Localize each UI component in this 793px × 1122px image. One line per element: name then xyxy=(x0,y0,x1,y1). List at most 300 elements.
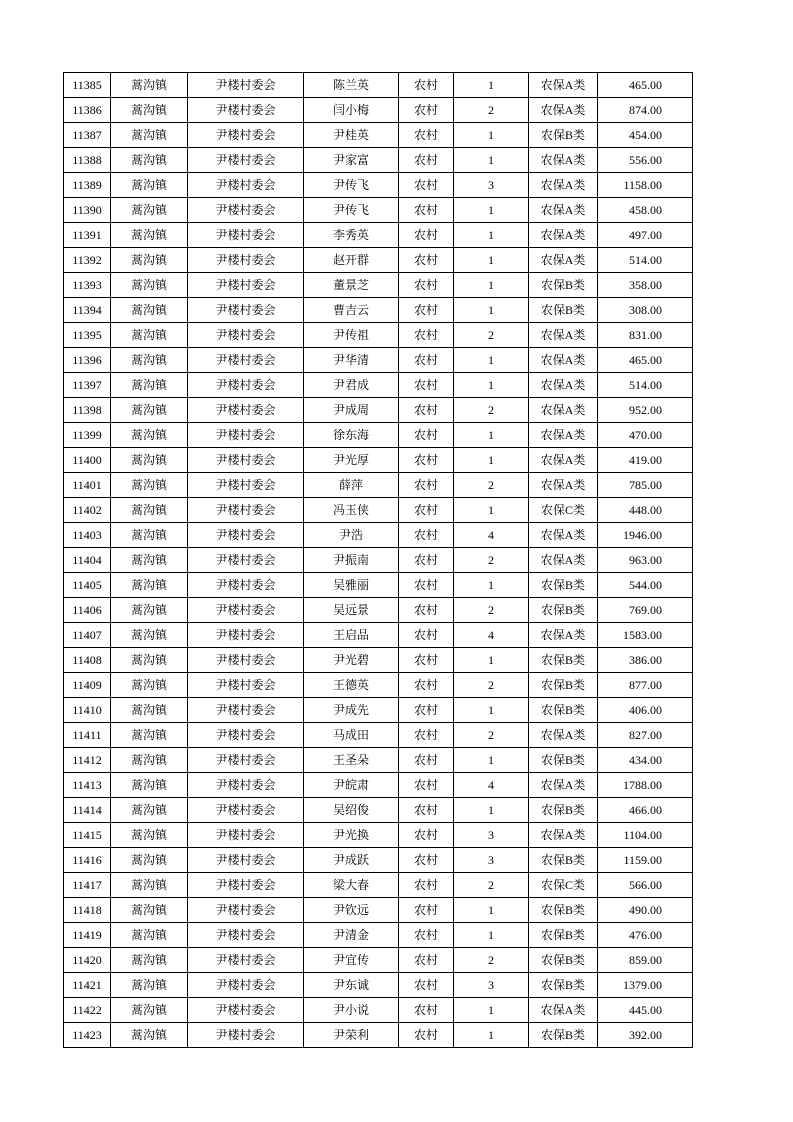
table-cell-category[interactable]: 农村 xyxy=(399,548,454,573)
table-cell-insurance_type[interactable]: 农保B类 xyxy=(529,698,598,723)
table-cell-name[interactable]: 尹小说 xyxy=(304,998,399,1023)
table-cell-name[interactable]: 陈兰英 xyxy=(304,73,399,98)
table-cell-amount[interactable]: 434.00 xyxy=(598,748,693,773)
table-cell-insurance_type[interactable]: 农保B类 xyxy=(529,798,598,823)
table-cell-amount[interactable]: 1583.00 xyxy=(598,623,693,648)
table-cell-village[interactable]: 尹楼村委会 xyxy=(188,473,304,498)
table-cell-town[interactable]: 蒿沟镇 xyxy=(111,498,188,523)
table-cell-insurance_type[interactable]: 农保A类 xyxy=(529,473,598,498)
table-cell-insurance_type[interactable]: 农保A类 xyxy=(529,198,598,223)
table-cell-name[interactable]: 尹传飞 xyxy=(304,173,399,198)
table-cell-category[interactable]: 农村 xyxy=(399,723,454,748)
table-cell-id[interactable]: 11388 xyxy=(64,148,111,173)
table-cell-id[interactable]: 11418 xyxy=(64,898,111,923)
table-cell-town[interactable]: 蒿沟镇 xyxy=(111,123,188,148)
table-cell-insurance_type[interactable]: 农保B类 xyxy=(529,898,598,923)
table-cell-category[interactable]: 农村 xyxy=(399,423,454,448)
table-cell-count[interactable]: 4 xyxy=(454,623,529,648)
table-cell-id[interactable]: 11398 xyxy=(64,398,111,423)
table-cell-name[interactable]: 尹成先 xyxy=(304,698,399,723)
table-cell-town[interactable]: 蒿沟镇 xyxy=(111,223,188,248)
table-cell-village[interactable]: 尹楼村委会 xyxy=(188,1023,304,1048)
table-cell-village[interactable]: 尹楼村委会 xyxy=(188,148,304,173)
table-cell-town[interactable]: 蒿沟镇 xyxy=(111,798,188,823)
table-cell-village[interactable]: 尹楼村委会 xyxy=(188,948,304,973)
table-cell-town[interactable]: 蒿沟镇 xyxy=(111,298,188,323)
table-cell-town[interactable]: 蒿沟镇 xyxy=(111,598,188,623)
table-cell-village[interactable]: 尹楼村委会 xyxy=(188,398,304,423)
table-cell-town[interactable]: 蒿沟镇 xyxy=(111,773,188,798)
table-cell-name[interactable]: 尹宜传 xyxy=(304,948,399,973)
table-cell-insurance_type[interactable]: 农保B类 xyxy=(529,673,598,698)
table-cell-village[interactable]: 尹楼村委会 xyxy=(188,448,304,473)
table-cell-insurance_type[interactable]: 农保A类 xyxy=(529,548,598,573)
table-cell-category[interactable]: 农村 xyxy=(399,998,454,1023)
table-cell-count[interactable]: 1 xyxy=(454,423,529,448)
table-cell-amount[interactable]: 392.00 xyxy=(598,1023,693,1048)
table-cell-count[interactable]: 1 xyxy=(454,898,529,923)
table-cell-name[interactable]: 尹光厚 xyxy=(304,448,399,473)
table-cell-insurance_type[interactable]: 农保A类 xyxy=(529,523,598,548)
table-cell-town[interactable]: 蒿沟镇 xyxy=(111,423,188,448)
table-cell-category[interactable]: 农村 xyxy=(399,398,454,423)
table-cell-insurance_type[interactable]: 农保C类 xyxy=(529,498,598,523)
table-cell-insurance_type[interactable]: 农保A类 xyxy=(529,398,598,423)
table-cell-village[interactable]: 尹楼村委会 xyxy=(188,973,304,998)
table-cell-count[interactable]: 2 xyxy=(454,548,529,573)
table-cell-village[interactable]: 尹楼村委会 xyxy=(188,673,304,698)
table-cell-count[interactable]: 1 xyxy=(454,648,529,673)
table-cell-insurance_type[interactable]: 农保A类 xyxy=(529,773,598,798)
table-cell-name[interactable]: 吴雅丽 xyxy=(304,573,399,598)
table-cell-insurance_type[interactable]: 农保B类 xyxy=(529,923,598,948)
table-cell-town[interactable]: 蒿沟镇 xyxy=(111,698,188,723)
table-cell-town[interactable]: 蒿沟镇 xyxy=(111,673,188,698)
table-cell-amount[interactable]: 874.00 xyxy=(598,98,693,123)
table-cell-count[interactable]: 1 xyxy=(454,273,529,298)
table-cell-amount[interactable]: 1158.00 xyxy=(598,173,693,198)
table-cell-category[interactable]: 农村 xyxy=(399,648,454,673)
table-cell-id[interactable]: 11403 xyxy=(64,523,111,548)
table-cell-name[interactable]: 梁大春 xyxy=(304,873,399,898)
table-cell-village[interactable]: 尹楼村委会 xyxy=(188,73,304,98)
table-cell-count[interactable]: 1 xyxy=(454,923,529,948)
table-cell-id[interactable]: 11391 xyxy=(64,223,111,248)
table-cell-category[interactable]: 农村 xyxy=(399,348,454,373)
table-cell-category[interactable]: 农村 xyxy=(399,148,454,173)
table-cell-name[interactable]: 尹浩 xyxy=(304,523,399,548)
table-cell-name[interactable]: 徐东海 xyxy=(304,423,399,448)
table-cell-amount[interactable]: 445.00 xyxy=(598,998,693,1023)
table-cell-category[interactable]: 农村 xyxy=(399,873,454,898)
table-cell-name[interactable]: 王德英 xyxy=(304,673,399,698)
table-cell-category[interactable]: 农村 xyxy=(399,748,454,773)
table-cell-town[interactable]: 蒿沟镇 xyxy=(111,548,188,573)
table-cell-category[interactable]: 农村 xyxy=(399,298,454,323)
table-cell-category[interactable]: 农村 xyxy=(399,573,454,598)
table-cell-count[interactable]: 1 xyxy=(454,448,529,473)
table-cell-amount[interactable]: 544.00 xyxy=(598,573,693,598)
table-cell-amount[interactable]: 831.00 xyxy=(598,323,693,348)
table-cell-village[interactable]: 尹楼村委会 xyxy=(188,748,304,773)
table-cell-village[interactable]: 尹楼村委会 xyxy=(188,998,304,1023)
table-cell-count[interactable]: 2 xyxy=(454,723,529,748)
table-cell-id[interactable]: 11409 xyxy=(64,673,111,698)
table-cell-town[interactable]: 蒿沟镇 xyxy=(111,398,188,423)
table-cell-insurance_type[interactable]: 农保A类 xyxy=(529,423,598,448)
table-cell-insurance_type[interactable]: 农保B类 xyxy=(529,948,598,973)
table-cell-category[interactable]: 农村 xyxy=(399,923,454,948)
table-cell-town[interactable]: 蒿沟镇 xyxy=(111,98,188,123)
table-cell-count[interactable]: 2 xyxy=(454,873,529,898)
table-cell-category[interactable]: 农村 xyxy=(399,173,454,198)
table-cell-name[interactable]: 尹钦远 xyxy=(304,898,399,923)
table-cell-village[interactable]: 尹楼村委会 xyxy=(188,273,304,298)
table-cell-count[interactable]: 1 xyxy=(454,748,529,773)
table-cell-name[interactable]: 尹东诚 xyxy=(304,973,399,998)
table-cell-town[interactable]: 蒿沟镇 xyxy=(111,873,188,898)
table-cell-town[interactable]: 蒿沟镇 xyxy=(111,1023,188,1048)
table-cell-id[interactable]: 11396 xyxy=(64,348,111,373)
table-cell-count[interactable]: 3 xyxy=(454,973,529,998)
table-cell-id[interactable]: 11402 xyxy=(64,498,111,523)
table-cell-amount[interactable]: 448.00 xyxy=(598,498,693,523)
table-cell-category[interactable]: 农村 xyxy=(399,848,454,873)
table-cell-id[interactable]: 11392 xyxy=(64,248,111,273)
table-cell-village[interactable]: 尹楼村委会 xyxy=(188,598,304,623)
table-cell-count[interactable]: 1 xyxy=(454,73,529,98)
table-cell-count[interactable]: 2 xyxy=(454,598,529,623)
table-cell-name[interactable]: 尹桂英 xyxy=(304,123,399,148)
table-cell-village[interactable]: 尹楼村委会 xyxy=(188,773,304,798)
table-cell-amount[interactable]: 877.00 xyxy=(598,673,693,698)
table-cell-category[interactable]: 农村 xyxy=(399,248,454,273)
table-cell-insurance_type[interactable]: 农保B类 xyxy=(529,123,598,148)
table-cell-amount[interactable]: 466.00 xyxy=(598,798,693,823)
table-cell-id[interactable]: 11406 xyxy=(64,598,111,623)
table-cell-count[interactable]: 1 xyxy=(454,248,529,273)
table-cell-town[interactable]: 蒿沟镇 xyxy=(111,448,188,473)
table-cell-name[interactable]: 薛萍 xyxy=(304,473,399,498)
table-cell-id[interactable]: 11400 xyxy=(64,448,111,473)
table-cell-town[interactable]: 蒿沟镇 xyxy=(111,998,188,1023)
table-cell-name[interactable]: 尹君成 xyxy=(304,373,399,398)
table-cell-insurance_type[interactable]: 农保B类 xyxy=(529,273,598,298)
table-cell-insurance_type[interactable]: 农保A类 xyxy=(529,98,598,123)
table-cell-village[interactable]: 尹楼村委会 xyxy=(188,573,304,598)
table-cell-insurance_type[interactable]: 农保A类 xyxy=(529,323,598,348)
table-cell-category[interactable]: 农村 xyxy=(399,223,454,248)
table-cell-id[interactable]: 11404 xyxy=(64,548,111,573)
table-cell-insurance_type[interactable]: 农保A类 xyxy=(529,223,598,248)
table-cell-amount[interactable]: 358.00 xyxy=(598,273,693,298)
table-cell-amount[interactable]: 458.00 xyxy=(598,198,693,223)
table-cell-village[interactable]: 尹楼村委会 xyxy=(188,623,304,648)
table-cell-category[interactable]: 农村 xyxy=(399,623,454,648)
table-cell-amount[interactable]: 419.00 xyxy=(598,448,693,473)
table-cell-category[interactable]: 农村 xyxy=(399,1023,454,1048)
table-cell-id[interactable]: 11422 xyxy=(64,998,111,1023)
table-cell-category[interactable]: 农村 xyxy=(399,373,454,398)
table-cell-town[interactable]: 蒿沟镇 xyxy=(111,948,188,973)
table-cell-amount[interactable]: 1159.00 xyxy=(598,848,693,873)
table-cell-count[interactable]: 1 xyxy=(454,798,529,823)
table-cell-insurance_type[interactable]: 农保B类 xyxy=(529,848,598,873)
table-cell-name[interactable]: 尹传飞 xyxy=(304,198,399,223)
table-cell-id[interactable]: 11395 xyxy=(64,323,111,348)
table-cell-insurance_type[interactable]: 农保A类 xyxy=(529,348,598,373)
table-cell-category[interactable]: 农村 xyxy=(399,523,454,548)
table-cell-town[interactable]: 蒿沟镇 xyxy=(111,748,188,773)
table-cell-id[interactable]: 11410 xyxy=(64,698,111,723)
table-cell-insurance_type[interactable]: 农保A类 xyxy=(529,623,598,648)
table-cell-category[interactable]: 农村 xyxy=(399,673,454,698)
table-cell-town[interactable]: 蒿沟镇 xyxy=(111,623,188,648)
table-cell-amount[interactable]: 497.00 xyxy=(598,223,693,248)
table-cell-category[interactable]: 农村 xyxy=(399,448,454,473)
table-cell-amount[interactable]: 308.00 xyxy=(598,298,693,323)
table-cell-count[interactable]: 3 xyxy=(454,848,529,873)
table-cell-village[interactable]: 尹楼村委会 xyxy=(188,498,304,523)
table-cell-amount[interactable]: 785.00 xyxy=(598,473,693,498)
table-cell-id[interactable]: 11397 xyxy=(64,373,111,398)
table-cell-village[interactable]: 尹楼村委会 xyxy=(188,898,304,923)
table-cell-amount[interactable]: 465.00 xyxy=(598,348,693,373)
table-cell-category[interactable]: 农村 xyxy=(399,798,454,823)
table-cell-amount[interactable]: 1946.00 xyxy=(598,523,693,548)
table-cell-amount[interactable]: 1104.00 xyxy=(598,823,693,848)
table-cell-category[interactable]: 农村 xyxy=(399,98,454,123)
table-cell-amount[interactable]: 406.00 xyxy=(598,698,693,723)
table-cell-town[interactable]: 蒿沟镇 xyxy=(111,473,188,498)
table-cell-town[interactable]: 蒿沟镇 xyxy=(111,198,188,223)
table-cell-town[interactable]: 蒿沟镇 xyxy=(111,348,188,373)
table-cell-count[interactable]: 1 xyxy=(454,698,529,723)
table-cell-amount[interactable]: 514.00 xyxy=(598,373,693,398)
table-cell-amount[interactable]: 963.00 xyxy=(598,548,693,573)
table-cell-town[interactable]: 蒿沟镇 xyxy=(111,923,188,948)
table-cell-town[interactable]: 蒿沟镇 xyxy=(111,723,188,748)
table-cell-town[interactable]: 蒿沟镇 xyxy=(111,648,188,673)
table-cell-village[interactable]: 尹楼村委会 xyxy=(188,198,304,223)
table-cell-town[interactable]: 蒿沟镇 xyxy=(111,848,188,873)
table-cell-count[interactable]: 1 xyxy=(454,1023,529,1048)
table-cell-town[interactable]: 蒿沟镇 xyxy=(111,823,188,848)
table-cell-category[interactable]: 农村 xyxy=(399,273,454,298)
table-cell-amount[interactable]: 476.00 xyxy=(598,923,693,948)
table-cell-name[interactable]: 冯玉侠 xyxy=(304,498,399,523)
table-cell-town[interactable]: 蒿沟镇 xyxy=(111,73,188,98)
table-cell-count[interactable]: 1 xyxy=(454,348,529,373)
table-cell-amount[interactable]: 827.00 xyxy=(598,723,693,748)
table-cell-village[interactable]: 尹楼村委会 xyxy=(188,123,304,148)
table-cell-count[interactable]: 1 xyxy=(454,198,529,223)
table-cell-name[interactable]: 王启品 xyxy=(304,623,399,648)
table-cell-id[interactable]: 11390 xyxy=(64,198,111,223)
table-cell-amount[interactable]: 465.00 xyxy=(598,73,693,98)
table-cell-category[interactable]: 农村 xyxy=(399,498,454,523)
table-cell-category[interactable]: 农村 xyxy=(399,123,454,148)
table-cell-id[interactable]: 11387 xyxy=(64,123,111,148)
table-cell-count[interactable]: 2 xyxy=(454,948,529,973)
table-cell-amount[interactable]: 470.00 xyxy=(598,423,693,448)
table-cell-village[interactable]: 尹楼村委会 xyxy=(188,298,304,323)
table-cell-count[interactable]: 1 xyxy=(454,573,529,598)
table-cell-town[interactable]: 蒿沟镇 xyxy=(111,173,188,198)
table-cell-insurance_type[interactable]: 农保A类 xyxy=(529,723,598,748)
table-cell-village[interactable]: 尹楼村委会 xyxy=(188,98,304,123)
table-cell-town[interactable]: 蒿沟镇 xyxy=(111,523,188,548)
table-cell-name[interactable]: 尹清金 xyxy=(304,923,399,948)
table-cell-insurance_type[interactable]: 农保A类 xyxy=(529,148,598,173)
table-cell-village[interactable]: 尹楼村委会 xyxy=(188,723,304,748)
table-cell-count[interactable]: 2 xyxy=(454,473,529,498)
table-cell-insurance_type[interactable]: 农保B类 xyxy=(529,598,598,623)
table-cell-name[interactable]: 董景芝 xyxy=(304,273,399,298)
table-cell-amount[interactable]: 566.00 xyxy=(598,873,693,898)
table-cell-town[interactable]: 蒿沟镇 xyxy=(111,148,188,173)
table-cell-id[interactable]: 11399 xyxy=(64,423,111,448)
table-cell-town[interactable]: 蒿沟镇 xyxy=(111,323,188,348)
table-cell-village[interactable]: 尹楼村委会 xyxy=(188,698,304,723)
table-cell-category[interactable]: 农村 xyxy=(399,198,454,223)
table-cell-insurance_type[interactable]: 农保A类 xyxy=(529,73,598,98)
table-cell-village[interactable]: 尹楼村委会 xyxy=(188,523,304,548)
table-cell-village[interactable]: 尹楼村委会 xyxy=(188,348,304,373)
table-cell-name[interactable]: 尹振南 xyxy=(304,548,399,573)
table-cell-insurance_type[interactable]: 农保B类 xyxy=(529,298,598,323)
table-cell-name[interactable]: 吴绍俊 xyxy=(304,798,399,823)
table-cell-town[interactable]: 蒿沟镇 xyxy=(111,248,188,273)
table-cell-count[interactable]: 1 xyxy=(454,498,529,523)
table-cell-insurance_type[interactable]: 农保A类 xyxy=(529,373,598,398)
table-cell-name[interactable]: 尹皖肃 xyxy=(304,773,399,798)
table-cell-name[interactable]: 马成田 xyxy=(304,723,399,748)
table-cell-town[interactable]: 蒿沟镇 xyxy=(111,573,188,598)
table-cell-name[interactable]: 尹光换 xyxy=(304,823,399,848)
table-cell-village[interactable]: 尹楼村委会 xyxy=(188,923,304,948)
table-cell-name[interactable]: 尹荣利 xyxy=(304,1023,399,1048)
table-cell-count[interactable]: 1 xyxy=(454,298,529,323)
table-cell-category[interactable]: 农村 xyxy=(399,898,454,923)
table-cell-name[interactable]: 尹光碧 xyxy=(304,648,399,673)
table-cell-amount[interactable]: 1379.00 xyxy=(598,973,693,998)
table-cell-name[interactable]: 王圣朵 xyxy=(304,748,399,773)
table-cell-count[interactable]: 1 xyxy=(454,148,529,173)
table-cell-amount[interactable]: 1788.00 xyxy=(598,773,693,798)
table-cell-village[interactable]: 尹楼村委会 xyxy=(188,373,304,398)
table-cell-name[interactable]: 尹传祖 xyxy=(304,323,399,348)
table-cell-insurance_type[interactable]: 农保A类 xyxy=(529,248,598,273)
table-cell-name[interactable]: 吴远景 xyxy=(304,598,399,623)
table-cell-id[interactable]: 11407 xyxy=(64,623,111,648)
table-cell-id[interactable]: 11385 xyxy=(64,73,111,98)
table-cell-count[interactable]: 2 xyxy=(454,98,529,123)
table-cell-village[interactable]: 尹楼村委会 xyxy=(188,873,304,898)
table-cell-name[interactable]: 闫小梅 xyxy=(304,98,399,123)
table-cell-amount[interactable]: 952.00 xyxy=(598,398,693,423)
table-cell-insurance_type[interactable]: 农保B类 xyxy=(529,973,598,998)
table-cell-name[interactable]: 尹华清 xyxy=(304,348,399,373)
table-cell-count[interactable]: 4 xyxy=(454,773,529,798)
table-cell-amount[interactable]: 769.00 xyxy=(598,598,693,623)
table-cell-id[interactable]: 11389 xyxy=(64,173,111,198)
table-cell-id[interactable]: 11414 xyxy=(64,798,111,823)
table-cell-insurance_type[interactable]: 农保A类 xyxy=(529,448,598,473)
table-cell-name[interactable]: 曹吉云 xyxy=(304,298,399,323)
table-cell-id[interactable]: 11394 xyxy=(64,298,111,323)
table-cell-count[interactable]: 3 xyxy=(454,823,529,848)
table-cell-insurance_type[interactable]: 农保A类 xyxy=(529,998,598,1023)
table-cell-town[interactable]: 蒿沟镇 xyxy=(111,898,188,923)
table-cell-id[interactable]: 11408 xyxy=(64,648,111,673)
table-cell-count[interactable]: 1 xyxy=(454,123,529,148)
table-cell-id[interactable]: 11415 xyxy=(64,823,111,848)
table-cell-amount[interactable]: 386.00 xyxy=(598,648,693,673)
table-cell-count[interactable]: 2 xyxy=(454,673,529,698)
table-cell-category[interactable]: 农村 xyxy=(399,948,454,973)
table-cell-village[interactable]: 尹楼村委会 xyxy=(188,848,304,873)
table-cell-insurance_type[interactable]: 农保C类 xyxy=(529,873,598,898)
table-cell-category[interactable]: 农村 xyxy=(399,773,454,798)
table-cell-name[interactable]: 尹成周 xyxy=(304,398,399,423)
table-cell-id[interactable]: 11416 xyxy=(64,848,111,873)
table-cell-count[interactable]: 1 xyxy=(454,223,529,248)
table-cell-amount[interactable]: 556.00 xyxy=(598,148,693,173)
table-cell-name[interactable]: 李秀英 xyxy=(304,223,399,248)
table-cell-id[interactable]: 11421 xyxy=(64,973,111,998)
table-cell-amount[interactable]: 490.00 xyxy=(598,898,693,923)
table-cell-name[interactable]: 尹家富 xyxy=(304,148,399,173)
table-cell-village[interactable]: 尹楼村委会 xyxy=(188,648,304,673)
table-cell-town[interactable]: 蒿沟镇 xyxy=(111,273,188,298)
table-cell-insurance_type[interactable]: 农保A类 xyxy=(529,823,598,848)
table-cell-category[interactable]: 农村 xyxy=(399,473,454,498)
table-cell-id[interactable]: 11405 xyxy=(64,573,111,598)
table-cell-count[interactable]: 2 xyxy=(454,323,529,348)
table-cell-town[interactable]: 蒿沟镇 xyxy=(111,973,188,998)
table-cell-insurance_type[interactable]: 农保B类 xyxy=(529,748,598,773)
table-cell-count[interactable]: 2 xyxy=(454,398,529,423)
table-cell-insurance_type[interactable]: 农保B类 xyxy=(529,573,598,598)
table-cell-id[interactable]: 11411 xyxy=(64,723,111,748)
table-cell-id[interactable]: 11413 xyxy=(64,773,111,798)
table-cell-id[interactable]: 11417 xyxy=(64,873,111,898)
table-cell-amount[interactable]: 514.00 xyxy=(598,248,693,273)
table-cell-village[interactable]: 尹楼村委会 xyxy=(188,423,304,448)
table-cell-id[interactable]: 11401 xyxy=(64,473,111,498)
table-cell-id[interactable]: 11420 xyxy=(64,948,111,973)
table-cell-name[interactable]: 尹成跃 xyxy=(304,848,399,873)
table-cell-category[interactable]: 农村 xyxy=(399,598,454,623)
table-cell-amount[interactable]: 859.00 xyxy=(598,948,693,973)
table-cell-id[interactable]: 11412 xyxy=(64,748,111,773)
table-cell-category[interactable]: 农村 xyxy=(399,73,454,98)
table-cell-id[interactable]: 11386 xyxy=(64,98,111,123)
table-cell-category[interactable]: 农村 xyxy=(399,698,454,723)
table-cell-insurance_type[interactable]: 农保B类 xyxy=(529,1023,598,1048)
table-cell-insurance_type[interactable]: 农保B类 xyxy=(529,648,598,673)
table-cell-village[interactable]: 尹楼村委会 xyxy=(188,548,304,573)
table-cell-village[interactable]: 尹楼村委会 xyxy=(188,823,304,848)
table-cell-id[interactable]: 11393 xyxy=(64,273,111,298)
table-cell-category[interactable]: 农村 xyxy=(399,323,454,348)
table-cell-village[interactable]: 尹楼村委会 xyxy=(188,173,304,198)
table-cell-village[interactable]: 尹楼村委会 xyxy=(188,223,304,248)
table-cell-amount[interactable]: 454.00 xyxy=(598,123,693,148)
table-cell-category[interactable]: 农村 xyxy=(399,973,454,998)
table-cell-town[interactable]: 蒿沟镇 xyxy=(111,373,188,398)
